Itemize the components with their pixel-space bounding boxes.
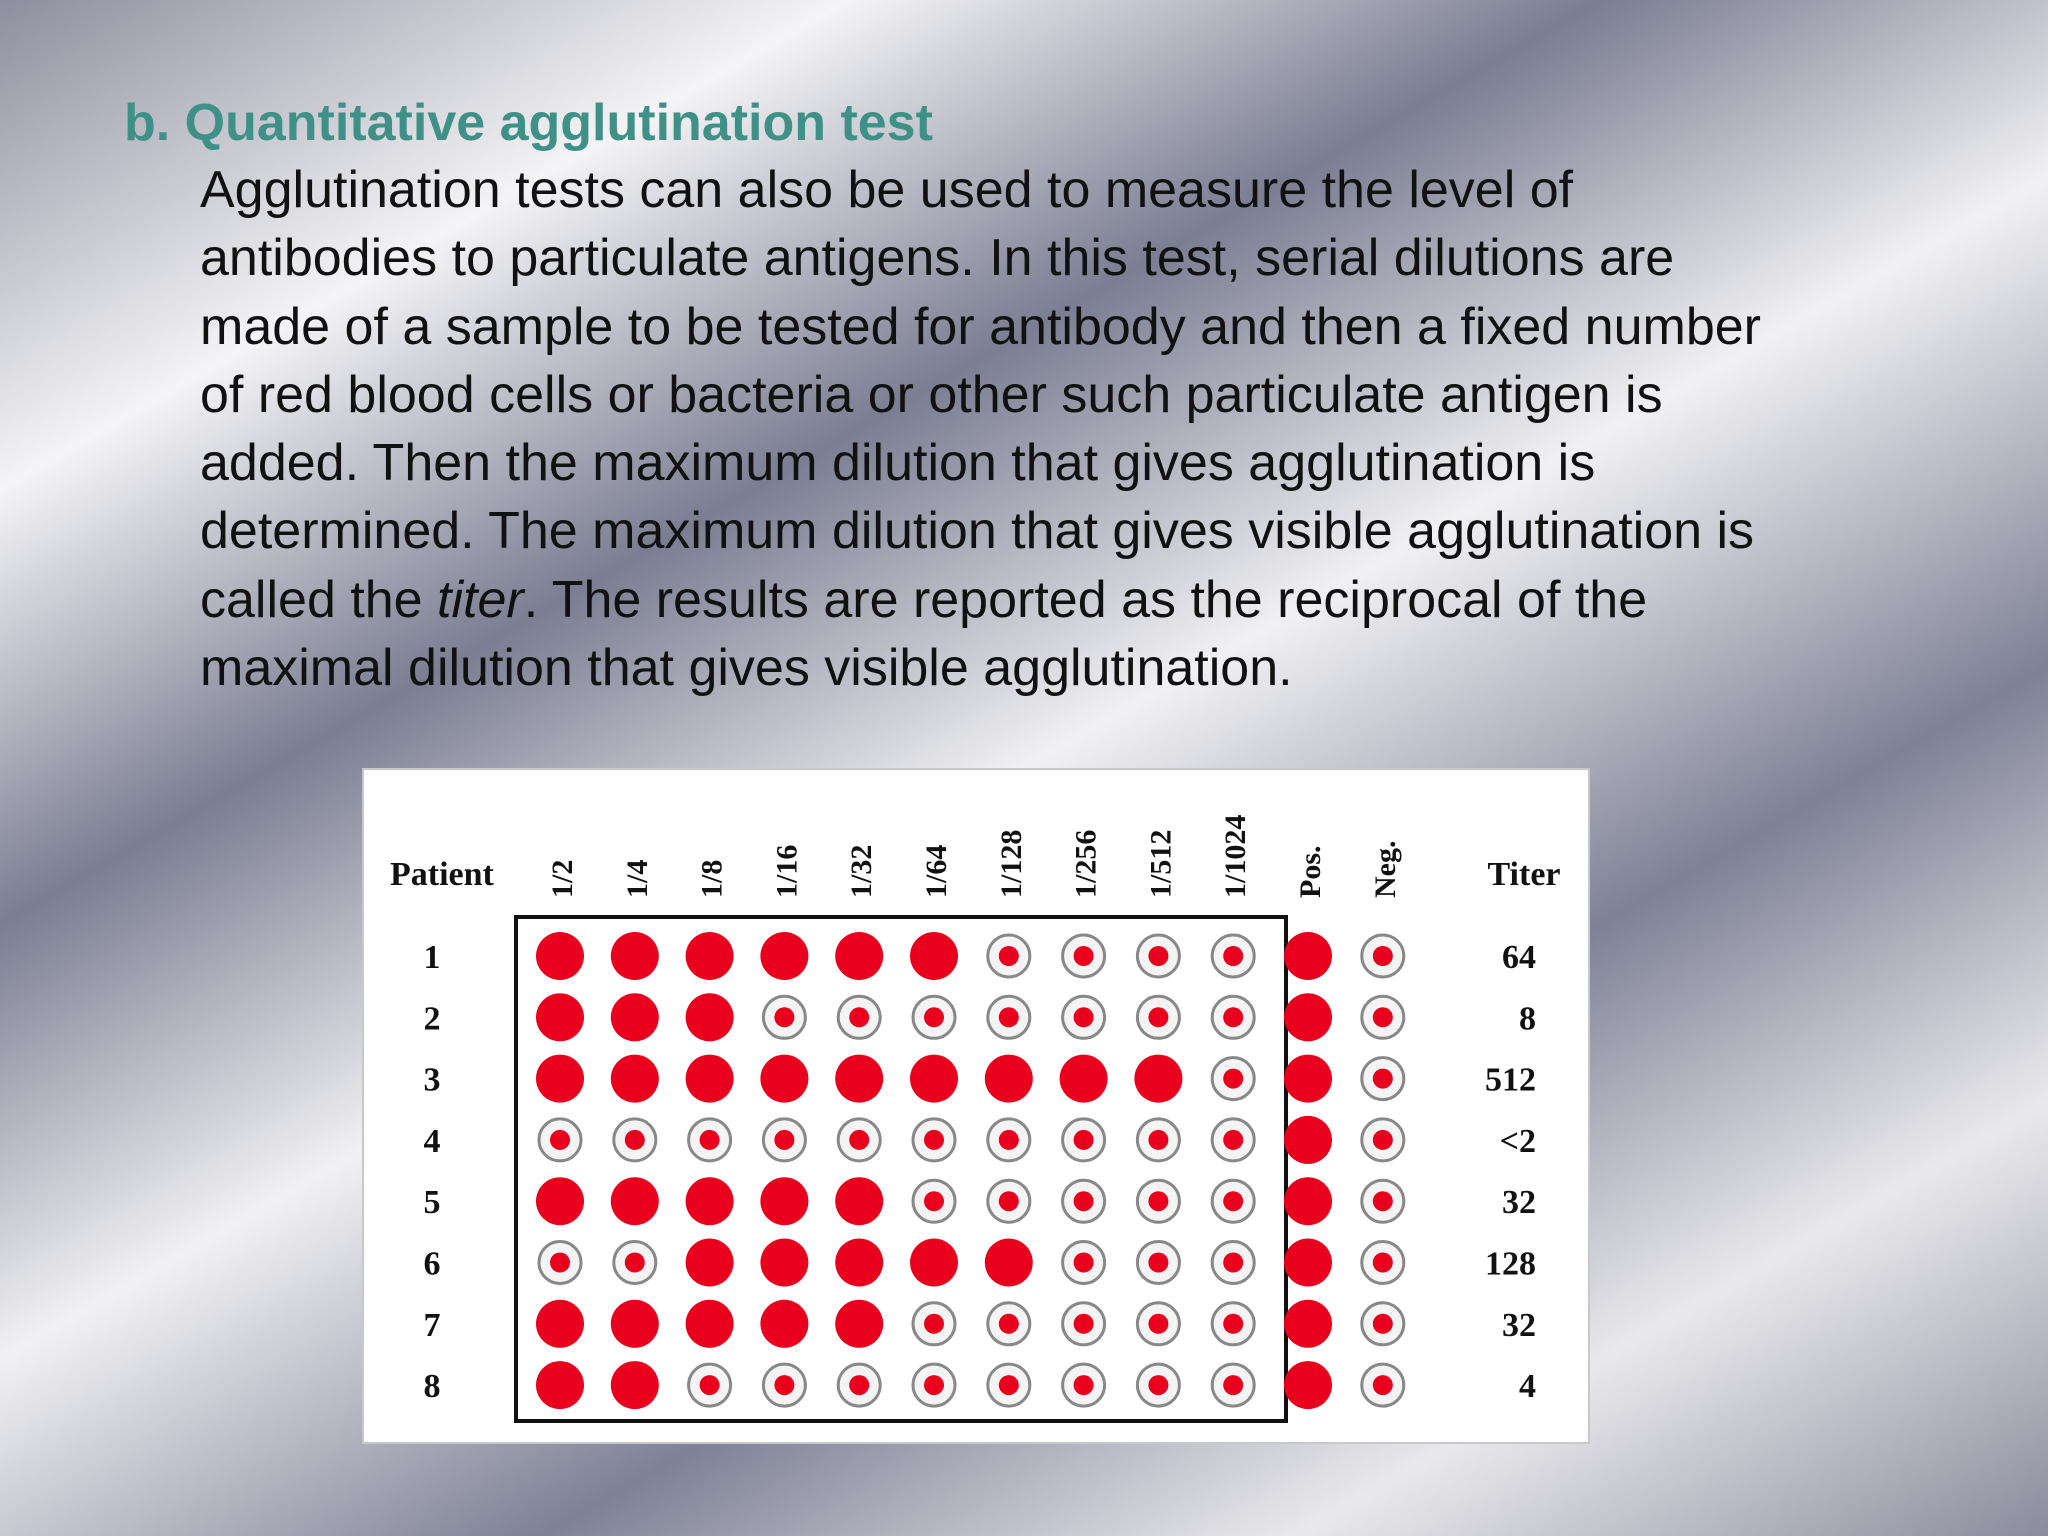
agglutination-well [835,1239,883,1287]
paragraph-line: added. Then the maximum dilution that gives agglutination is [200,434,1596,493]
agglutination-well [985,1239,1033,1287]
button-well-dot [1148,1253,1168,1273]
paragraph-line: determined. The maximum dilution that gives visible agglutination is [200,502,1755,561]
dilution-column-label: 1/2 [546,859,579,898]
button-well-dot [1373,1191,1393,1211]
agglutination-well [835,1300,883,1348]
button-well-dot [999,946,1019,966]
titer-value: 512 [1485,1061,1536,1099]
patient-row-label: 5 [423,1184,441,1222]
button-well-dot [625,1130,645,1150]
agglutination-well [1284,932,1332,980]
agglutination-well [1134,1055,1182,1103]
button-well-dot [924,1130,944,1150]
body-paragraph [200,156,2000,702]
agglutination-well [1284,1055,1332,1103]
agglutination-well [1284,1239,1332,1287]
patient-row-label: 3 [423,1061,441,1099]
button-well-dot [1074,1253,1094,1273]
agglutination-well [536,1177,584,1225]
button-well-dot [625,1253,645,1273]
dilution-column-label: Neg. [1368,840,1402,898]
patient-row-label: 7 [423,1306,441,1344]
button-well-dot [1223,1191,1243,1211]
dilution-column-label: 1/512 [1144,829,1178,898]
button-well-dot [924,1375,944,1395]
agglutination-well [1284,1116,1332,1164]
agglutination-well [1284,1361,1332,1409]
agglutination-well [611,1361,659,1409]
button-well-dot [1373,946,1393,966]
paragraph-line: antibodies to particulate antigens. In this test, serial dilutions are [200,229,1675,288]
button-well-dot [774,1130,794,1150]
plate-diagram [364,770,1588,1442]
paragraph-line: made of a sample to be tested for antibody and then a fixed number [200,297,1761,356]
agglutination-well [760,932,808,980]
button-well-dot [924,1007,944,1027]
dilution-column-label: 1/16 [770,844,804,898]
titer-value: 8 [1519,1000,1536,1038]
agglutination-well [910,1239,958,1287]
dilution-column-label: 1/64 [920,844,953,898]
button-well-dot [1373,1314,1393,1334]
button-well-dot [1223,1253,1243,1273]
agglutination-well [686,1300,734,1348]
agglutination-well [686,1055,734,1103]
agglutination-well [1284,1177,1332,1225]
agglutination-well [536,932,584,980]
button-well-dot [1373,1130,1393,1150]
slide-heading: b. Quantitative agglutination test [124,94,933,152]
paragraph-text: called the [200,570,438,629]
button-well-dot [849,1130,869,1150]
titer-header: Titer [1487,856,1561,893]
titer-value: 128 [1485,1245,1536,1283]
agglutination-well [1284,993,1332,1041]
agglutination-well [835,1177,883,1225]
dilution-column-label: 1/1024 [1219,814,1253,898]
button-well-dot [1373,1007,1393,1027]
button-well-dot [1148,1191,1168,1211]
button-well-dot [999,1314,1019,1334]
dilution-column-label: 1/8 [695,859,729,898]
button-well-dot [999,1191,1019,1211]
button-well-dot [999,1130,1019,1150]
dilution-column-label: 1/32 [845,844,879,898]
button-well-dot [1074,1314,1094,1334]
button-well-dot [924,1191,944,1211]
agglutination-well [910,932,958,980]
dilution-column-label: 1/256 [1069,829,1103,898]
agglutination-well [910,1055,958,1103]
agglutination-well [611,1177,659,1225]
button-well-dot [849,1375,869,1395]
agglutination-well [686,1177,734,1225]
agglutination-well [536,993,584,1041]
dilution-column-label: Pos. [1294,845,1327,898]
dilution-column-label: 1/128 [994,829,1028,898]
agglutination-well [611,993,659,1041]
button-well-dot [1223,1375,1243,1395]
paragraph-line [200,566,2000,634]
button-well-dot [1373,1069,1393,1089]
agglutination-well [686,993,734,1041]
patient-row-label: 8 [423,1368,441,1406]
button-well-dot [550,1253,570,1273]
agglutination-plate-figure [362,768,1590,1444]
button-well-dot [700,1375,720,1395]
button-well-dot [774,1375,794,1395]
button-well-dot [1223,1069,1243,1089]
agglutination-well [1284,1300,1332,1348]
button-well-dot [1223,1007,1243,1027]
button-well-dot [1074,1191,1094,1211]
button-well-dot [1373,1253,1393,1273]
agglutination-well [835,932,883,980]
button-well-dot [1148,1130,1168,1150]
titer-value: 64 [1502,939,1536,976]
button-well-dot [1223,946,1243,966]
agglutination-well [686,1239,734,1287]
button-well-dot [1074,1130,1094,1150]
button-well-dot [1223,1314,1243,1334]
button-well-dot [924,1314,944,1334]
titer-value: 32 [1502,1184,1536,1222]
titer-term: titer [437,570,524,629]
titer-value: 4 [1519,1368,1536,1406]
agglutination-well [536,1361,584,1409]
agglutination-well [760,1300,808,1348]
agglutination-well [985,1055,1033,1103]
titer-value: 32 [1502,1306,1536,1344]
paragraph-text: . The results are reported as the reciprocal of the [523,570,1648,629]
button-well-dot [1148,1375,1168,1395]
button-well-dot [774,1007,794,1027]
titer-value: <2 [1499,1122,1536,1160]
button-well-dot [1223,1130,1243,1150]
button-well-dot [1148,1314,1168,1334]
button-well-dot [1074,1375,1094,1395]
paragraph-line: of red blood cells or bacteria or other such particulate antigen is [200,365,1663,424]
button-well-dot [1074,1007,1094,1027]
agglutination-well [1060,1055,1108,1103]
button-well-dot [700,1130,720,1150]
button-well-dot [999,1007,1019,1027]
agglutination-well [611,1055,659,1103]
button-well-dot [550,1130,570,1150]
button-well-dot [1074,946,1094,966]
agglutination-well [536,1300,584,1348]
button-well-dot [849,1007,869,1027]
button-well-dot [1148,946,1168,966]
patient-row-label: 2 [423,1000,441,1038]
agglutination-well [611,932,659,980]
button-well-dot [999,1375,1019,1395]
button-well-dot [1148,1007,1168,1027]
agglutination-well [760,1177,808,1225]
dilution-column-label: 1/4 [620,859,654,898]
agglutination-well [760,1239,808,1287]
agglutination-well [686,932,734,980]
button-well-dot [1373,1375,1393,1395]
agglutination-well [536,1055,584,1103]
paragraph-line: Agglutination tests can also be used to measure the level of [200,161,1574,219]
agglutination-well [835,1055,883,1103]
patient-row-label: 6 [423,1245,441,1283]
agglutination-well [760,1055,808,1103]
paragraph-line: maximal dilution that gives visible agglutination. [200,639,1293,698]
patient-row-label: 4 [423,1122,441,1160]
patient-row-label: 1 [423,939,441,976]
patient-header: Patient [390,856,494,893]
agglutination-well [611,1300,659,1348]
